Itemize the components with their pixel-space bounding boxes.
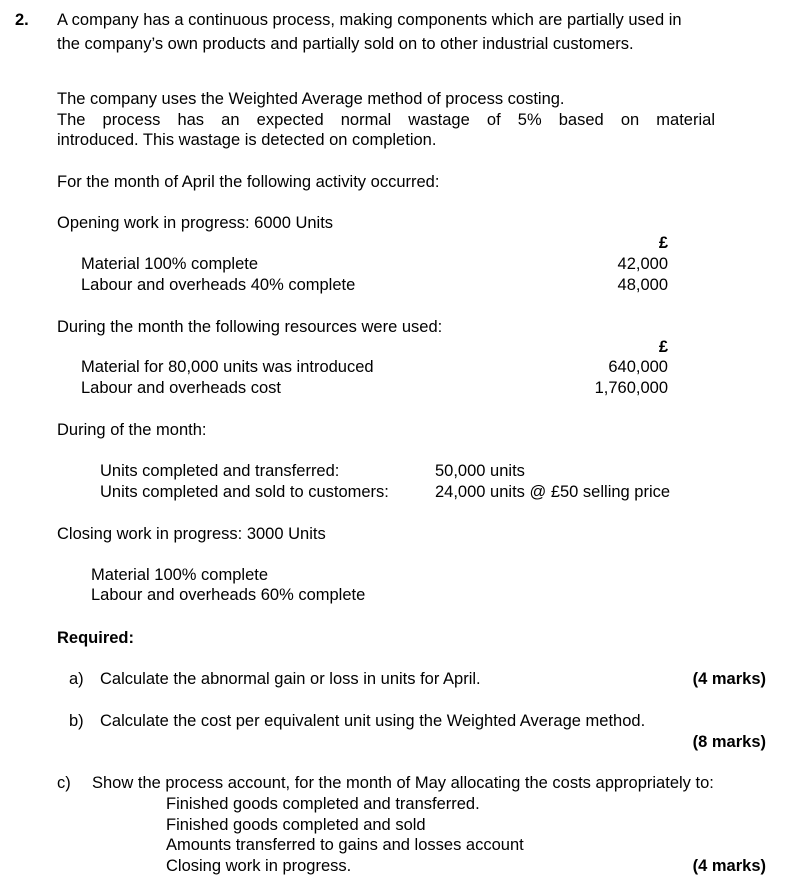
- wastage-line-1: The process has an expected normal wastage of 5% based on material: [57, 111, 715, 129]
- resources-row-value: 640,000: [608, 358, 668, 376]
- part-a-letter: a): [69, 670, 84, 688]
- closing-wip-row: Material 100% complete: [91, 566, 269, 584]
- opening-wip-heading: Opening work in progress: 6000 Units: [57, 214, 334, 232]
- part-c-letter: c): [57, 774, 71, 792]
- intro-line-2: the company’s own products and partially sold on to other industrial customers.: [57, 35, 634, 53]
- activity-heading: For the month of April the following activity occurred:: [57, 173, 440, 191]
- resources-row-label: Labour and overheads cost: [81, 379, 281, 397]
- wastage-line-2: introduced. This wastage is detected on completion.: [57, 131, 437, 149]
- opening-wip-row-value: 42,000: [617, 255, 668, 273]
- question-number: 2.: [15, 11, 29, 29]
- part-c-item: Closing work in progress.: [166, 857, 352, 875]
- required-heading: Required:: [57, 629, 135, 647]
- resources-heading: During the month the following resources were used:: [57, 318, 443, 336]
- closing-wip-row: Labour and overheads 60% complete: [91, 586, 366, 604]
- opening-wip-currency: £: [658, 234, 668, 252]
- part-a-text: Calculate the abnormal gain or loss in units for April.: [100, 670, 481, 688]
- intro-line-1: A company has a continuous process, making components which are partially used in: [57, 11, 682, 29]
- resources-currency: £: [658, 338, 668, 356]
- part-c-item: Amounts transferred to gains and losses account: [166, 836, 524, 854]
- resources-row-label: Material for 80,000 units was introduced: [81, 358, 374, 376]
- method-line: The company uses the Weighted Average method of process costing.: [57, 90, 565, 108]
- part-a-marks: (4 marks): [692, 670, 766, 688]
- during-month-heading: During of the month:: [57, 421, 207, 439]
- during-month-row-value: 50,000 units: [435, 462, 525, 480]
- opening-wip-row-label: Material 100% complete: [81, 255, 259, 273]
- part-c-marks: (4 marks): [692, 857, 766, 875]
- part-b-marks: (8 marks): [692, 733, 766, 751]
- during-month-row-label: Units completed and transferred:: [100, 462, 340, 480]
- part-c-item: Finished goods completed and sold: [166, 816, 426, 834]
- part-b-text: Calculate the cost per equivalent unit using the Weighted Average method.: [100, 712, 646, 730]
- opening-wip-row-value: 48,000: [617, 276, 668, 294]
- part-c-item: Finished goods completed and transferred.: [166, 795, 480, 813]
- resources-row-value: 1,760,000: [594, 379, 668, 397]
- part-c-text: Show the process account, for the month of May allocating the costs appropriately to:: [92, 774, 714, 792]
- part-b-letter: b): [69, 712, 84, 730]
- opening-wip-row-label: Labour and overheads 40% complete: [81, 276, 356, 294]
- closing-wip-heading: Closing work in progress: 3000 Units: [57, 525, 326, 543]
- during-month-row-value: 24,000 units @ £50 selling price: [435, 483, 671, 501]
- during-month-row-label: Units completed and sold to customers:: [100, 483, 389, 501]
